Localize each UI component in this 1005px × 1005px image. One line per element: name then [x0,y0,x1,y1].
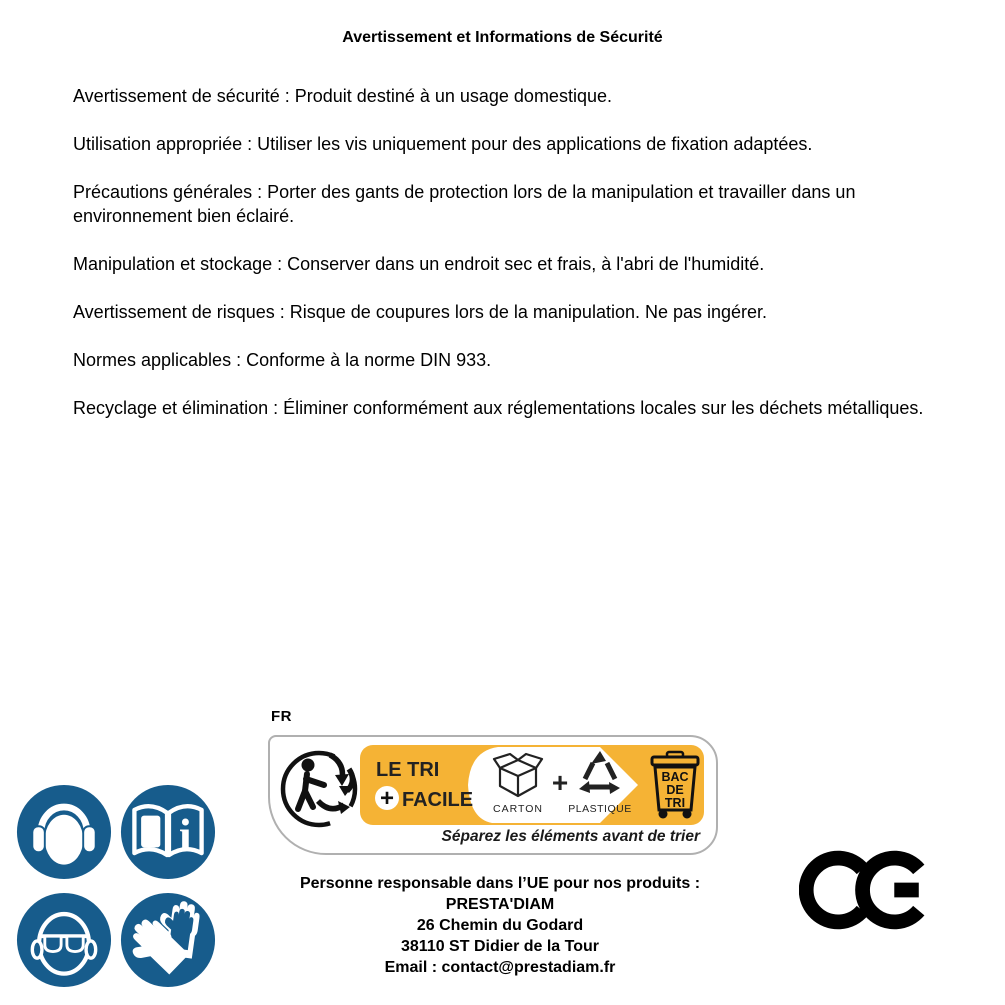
manual-info-glyph: i [178,810,192,862]
paragraph-risk-warning: Avertissement de risques : Risque de coupures lors de la manipulation. Ne pas ingérer. [73,302,768,322]
company-name: PRESTA'DIAM [445,896,555,913]
address-city: 38110 ST Didier de la Tour [401,938,599,955]
responsible-party-block [250,873,750,978]
address-street: 26 Chemin du Godard [416,917,584,934]
recycling-sorting-label [268,735,718,855]
page-title: Avertissement et Informations de Sécurité [342,29,663,46]
paragraph-safety-warning: Avertissement de sécurité : Produit destiné à un usage domestique. [73,86,612,106]
responsible-party-intro: Personne responsable dans l’UE pour nos produits : [299,875,701,892]
paragraph-appropriate-use: Utilisation appropriée : Utiliser les vis uniquement pour des applications de fixation adaptées. [73,134,813,154]
paragraph-applicable-standards: Normes applicables : Conforme à la norme DIN 933. [73,350,492,370]
country-code-label: FR [271,708,292,725]
materials-plus-sign: + [551,767,569,798]
bin-text-de: DE [666,783,684,797]
paragraph-recycling-disposal: Recyclage et élimination : Éliminer conformément aux réglementations locales sur les déchets métalliques. [73,398,924,418]
paragraph-general-precautions: Précautions générales : Porter des gants de protection lors de la manipulation et travailler dans un environnement bien éclairé. [73,182,856,226]
plastique-label: PLASTIQUE [568,803,632,815]
paragraph-handling-storage: Manipulation et stockage : Conserver dans un endroit sec et frais, à l'abri de l'humidité. [73,254,765,274]
tri-facile-badge [360,745,704,825]
wear-ear-protection-icon [16,784,112,880]
ce-mark-logo [799,843,939,937]
read-manual-icon [120,784,216,880]
safety-paragraphs [73,84,953,444]
sorting-tagline: Séparez les éléments avant de trier [441,828,700,845]
contact-email: Email : contact@prestadiam.fr [384,959,616,976]
triman-icon [278,742,360,836]
headline-le-tri: LE TRI [376,759,440,781]
mandatory-pictograms [16,784,216,988]
carton-label: CARTON [493,803,543,815]
headline-plus: + [379,785,395,812]
bin-text-bac: BAC [661,770,689,784]
headline-facile: FACILE [402,789,474,811]
bin-text-tri: TRI [664,796,686,810]
wear-protective-gloves-icon [120,892,216,988]
wear-eye-protection-icon [16,892,112,988]
